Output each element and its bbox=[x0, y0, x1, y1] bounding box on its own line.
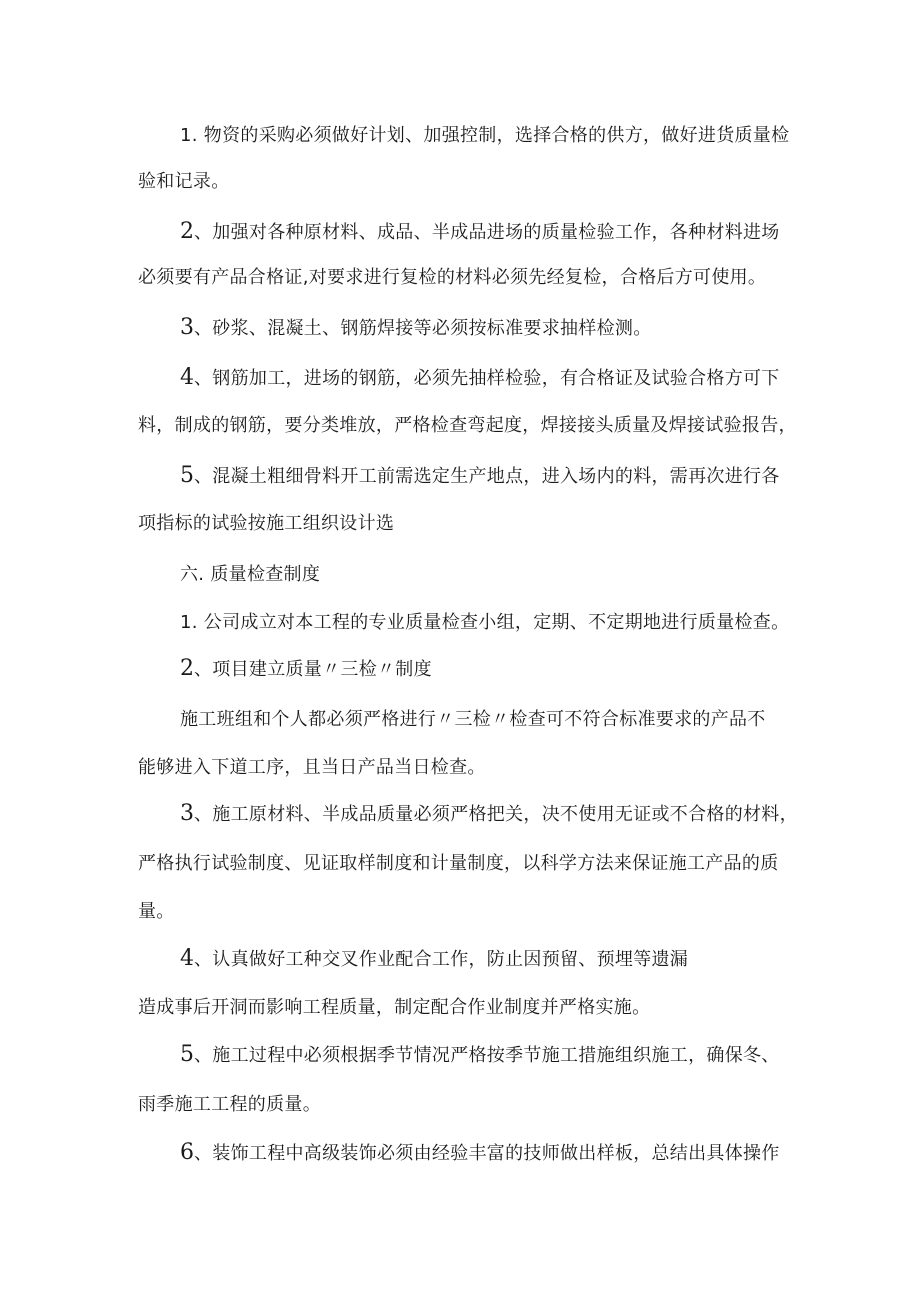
list-number: 2 bbox=[180, 656, 194, 681]
list-number: 2 bbox=[180, 219, 194, 244]
paragraph-line bbox=[180, 1043, 780, 1068]
paragraph-text: 料，制成的钢筋，要分类堆放，严格检查弯起度，焊接接头质量及焊接试验报告， bbox=[138, 415, 797, 436]
paragraph-text: 、加强对各种原材料、成品、半成品进场的质量检验工作，各种材料进场 bbox=[194, 222, 780, 243]
paragraph-text: 施工班组和个人都必须严格进行〃三检〃检查可不符合标准要求的产品不 bbox=[180, 709, 766, 730]
paragraph-line bbox=[138, 512, 394, 536]
paragraph-line bbox=[138, 414, 797, 438]
paragraph-text: 量。 bbox=[138, 901, 175, 922]
list-number: 5 bbox=[180, 463, 194, 488]
paragraph-line bbox=[138, 852, 779, 876]
list-number: 6 bbox=[180, 1140, 194, 1165]
paragraph-line bbox=[138, 1093, 321, 1117]
paragraph-text: 、认真做好工种交叉作业配合工作，防止因预留、预埋等遗漏 bbox=[194, 949, 689, 970]
paragraph-line bbox=[180, 316, 652, 341]
list-number: 1. bbox=[180, 125, 198, 146]
paragraph-text: 验和记录。 bbox=[138, 171, 230, 192]
paragraph-line bbox=[138, 756, 486, 780]
paragraph-line bbox=[180, 464, 780, 489]
paragraph-text: 公司成立对本工程的专业质量检查小组，定期、不定期地进行质量检查。 bbox=[197, 612, 790, 633]
list-number: 3 bbox=[180, 315, 194, 340]
paragraph-text: 、装饰工程中高级装饰必须由经验丰富的技师做出样板，总结出具体操作 bbox=[194, 1143, 780, 1164]
paragraph-line bbox=[138, 996, 650, 1020]
list-number: 1. bbox=[180, 612, 198, 633]
list-number: 3 bbox=[180, 801, 194, 826]
paragraph-text: 雨季施工工程的质量。 bbox=[138, 1094, 321, 1115]
paragraph-text: 造成事后开洞而影响工程质量，制定配合作业制度并严格实施。 bbox=[138, 997, 651, 1018]
paragraph-text: 、钢筋加工，进场的钢筋，必须先抽样检验，有合格证及试验合格方可下 bbox=[194, 368, 780, 389]
paragraph-text: 项指标的试验按施工组织设计选 bbox=[138, 513, 395, 534]
paragraph-text: 、施工过程中必须根据季节情况严格按季节施工措施组织施工，确保冬、 bbox=[194, 1045, 780, 1066]
paragraph-line bbox=[180, 220, 780, 245]
section-heading-text: 六. 质量检查制度 bbox=[180, 564, 321, 585]
paragraph-text: 、施工原材料、半成品质量必须严格把关，决不使用无证或不合格的材料， bbox=[194, 804, 798, 825]
paragraph-line bbox=[180, 947, 688, 972]
section-heading bbox=[180, 563, 320, 587]
paragraph-line bbox=[180, 366, 780, 391]
paragraph-text: 、砂浆、混凝土、钢筋焊接等必须按标准要求抽样检测。 bbox=[194, 318, 652, 339]
paragraph-text: 必须要有产品合格证,对要求进行复检的材料必须先经复检，合格后方可使用。 bbox=[138, 267, 767, 288]
paragraph-text: 严格执行试验制度、见证取样制度和计量制度，以科学方法来保证施工产品的质 bbox=[138, 853, 779, 874]
paragraph-line bbox=[180, 708, 766, 732]
list-number: 4 bbox=[180, 365, 194, 390]
list-number: 4 bbox=[180, 946, 194, 971]
paragraph-line bbox=[180, 124, 789, 148]
list-number: 5 bbox=[180, 1042, 194, 1067]
paragraph-line bbox=[138, 170, 230, 194]
paragraph-text: 、项目建立质量〃三检〃制度 bbox=[194, 659, 432, 680]
paragraph-line bbox=[138, 900, 175, 924]
paragraph-line bbox=[180, 1141, 780, 1166]
paragraph-text: 能够进入下道工序，且当日产品当日检查。 bbox=[138, 757, 486, 778]
paragraph-line bbox=[180, 611, 789, 635]
paragraph-line bbox=[180, 657, 432, 682]
paragraph-line bbox=[180, 802, 798, 827]
paragraph-text: 、混凝土粗细骨料开工前需选定生产地点，进入场内的料，需再次进行各 bbox=[194, 466, 780, 487]
paragraph-text: 物资的采购必须做好计划、加强控制，选择合格的供方，做好进货质量检 bbox=[197, 125, 790, 146]
paragraph-line bbox=[138, 266, 766, 290]
